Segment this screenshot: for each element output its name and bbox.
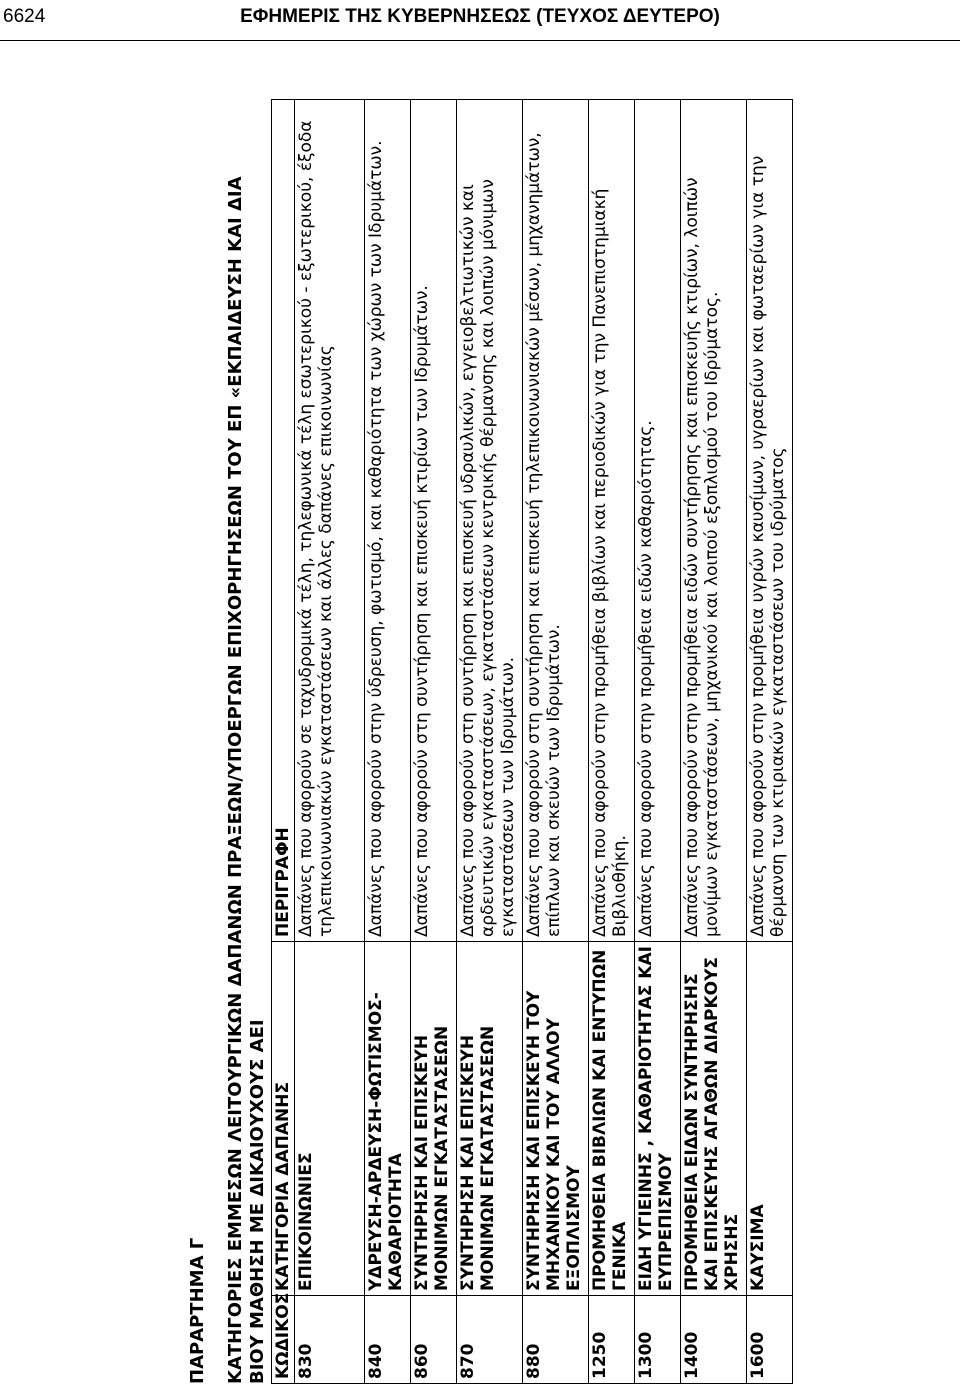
row-description: Δαπάνες που αφορούν στην ύδρευση, φωτισμό, και καθαριότητα των χώρων των Ιδρυμάτων. xyxy=(365,100,411,942)
table-row xyxy=(411,100,457,1384)
header-code: ΚΩΔΙΚΟΣ xyxy=(272,1296,295,1384)
row-description: Δαπάνες που αφορούν στην προμήθεια υγρών καυσίμων, υγραερίων και φωταερίων για την θέρμανση των κτιριακών εγκαταστάσεων του ιδρύματος xyxy=(747,100,793,942)
row-description: Δαπάνες που αφορούν στη συντήρηση και επισκευή τηλεπικοινωνιακών μέσων, μηχανημάτων, επίπλων και σκευών των Ιδρυμάτων. xyxy=(523,100,589,942)
row-code: 860 xyxy=(411,1296,457,1384)
row-code: 880 xyxy=(523,1296,589,1384)
row-description: Δαπάνες που αφορούν στη συντήρηση και επισκευή κτιρίων των Ιδρυμάτων. xyxy=(411,100,457,942)
table-header-row xyxy=(272,100,295,1384)
annex-title: ΚΑΤΗΓΟΡΙΕΣ ΕΜΜΕΣΩΝ ΛΕΙΤΟΥΡΓΙΚΩΝ ΔΑΠΑΝΩΝ ΠΡΑΞΕΩΝ/ΥΠΟΕΡΓΩΝ ΕΠΙΧΟΡΗΓΗΣΕΩΝ ΤΟΥ ΕΠ «ΕΚΠΑΙΔΕΥΣΗ ΚΑΙ ΔΙΑ ΒΙΟΥ ΜΑΘΗΣΗ ΜΕ ΔΙΚΑΙΟΥΧΟΥΣ ΑΕΙ xyxy=(225,176,268,1384)
row-code: 840 xyxy=(365,1296,411,1384)
row-category: ΚΑΥΣΙΜΑ xyxy=(747,942,793,1296)
row-category: ΕΠΙΚΟΙΝΩΝΙΕΣ xyxy=(295,942,365,1296)
table-row xyxy=(365,100,411,1384)
annex-heading: ΠΑΡΑΡΤΗΜΑ Γ xyxy=(187,1237,208,1384)
journal-title: ΕΦΗΜΕΡΙΣ ΤΗΣ ΚΥΒΕΡΝΗΣΕΩΣ (ΤΕΥΧΟΣ ΔΕΥΤΕΡΟ) xyxy=(240,6,720,27)
row-category: ΣΥΝΤΗΡΗΣΗ ΚΑΙ ΕΠΙΣΚΕΥΗ ΜΟΝΙΜΩΝ ΕΓΚΑΤΑΣΤΑΣΕΩΝ xyxy=(411,942,457,1296)
row-code: 1600 xyxy=(747,1296,793,1384)
row-description: Δαπάνες που αφορούν στην προμήθεια ειδών συντήρησης και επισκευής κτιρίων, λοιπών μονίμων εγκαταστάσεων, μηχανικού και λοιπού εξοπλισμού του Ιδρύματος. xyxy=(681,100,747,942)
table-row xyxy=(635,100,681,1384)
table-row xyxy=(457,100,523,1384)
row-code: 1250 xyxy=(589,1296,635,1384)
rotated-annex-content xyxy=(185,94,788,1384)
page-header xyxy=(0,0,960,41)
header-description: ΠΕΡΙΓΡΑΦΗ xyxy=(272,100,295,942)
table-row xyxy=(681,100,747,1384)
row-description: Δαπάνες που αφορούν στη συντήρηση και επισκευή υδραυλικών, εγγειοβελτιωτικών και αρδευτικών εγκαταστάσεων, εγκαταστάσεων κεντρικής θέρμανσης και λοιπών μόνιμων εγκαταστάσεων των Ιδρυμάτων. xyxy=(457,100,523,942)
row-category: ΕΙΔΗ ΥΓΙΕΙΝΗΣ , ΚΑΘΑΡΙΟΤΗΤΑΣ ΚΑΙ ΕΥΠΡΕΠΙΣΜΟΥ xyxy=(635,942,681,1296)
table-row xyxy=(295,100,365,1384)
row-category: ΣΥΝΤΗΡΗΣΗ ΚΑΙ ΕΠΙΣΚΕΥΗ ΜΟΝΙΜΩΝ ΕΓΚΑΤΑΣΤΑΣΕΩΝ xyxy=(457,942,523,1296)
page-number: 6624 xyxy=(3,6,46,27)
row-code: 830 xyxy=(295,1296,365,1384)
row-category: ΠΡΟΜΗΘΕΙΑ ΒΙΒΛΙΩΝ ΚΑΙ ΕΝΤΥΠΩΝ ΓΕΝΙΚΑ xyxy=(589,942,635,1296)
row-category: ΣΥΝΤΗΡΗΣΗ ΚΑΙ ΕΠΙΣΚΕΥΗ ΤΟΥ ΜΗΧΑΝΙΚΟΥ ΚΑΙ ΤΟΥ ΑΛΛΟΥ ΕΞΟΠΛΙΣΜΟΥ xyxy=(523,942,589,1296)
row-code: 870 xyxy=(457,1296,523,1384)
table-row xyxy=(523,100,589,1384)
row-category: ΠΡΟΜΗΘΕΙΑ ΕΙΔΩΝ ΣΥΝΤΗΡΗΣΗΣ ΚΑΙ ΕΠΙΣΚΕΥΗΣ ΑΓΑΘΩΝ ΔΙΑΡΚΟΥΣ ΧΡΗΣΗΣ xyxy=(681,942,747,1296)
table-row xyxy=(747,100,793,1384)
table-row xyxy=(589,100,635,1384)
row-category: ΥΔΡΕΥΣΗ-ΑΡΔΕΥΣΗ-ΦΩΤΙΣΜΟΣ-ΚΑΘΑΡΙΟΤΗΤΑ xyxy=(365,942,411,1296)
expense-categories-table xyxy=(271,99,793,1384)
row-description: Δαπάνες που αφορούν στην προμήθεια ειδών καθαριότητας. xyxy=(635,100,681,942)
row-description: Δαπάνες που αφορούν σε ταχυδρομικά τέλη, τηλεφωνικά τέλη εσωτερικού - εξωτερικού, έξοδα τηλεπικοινωνιακών εγκαταστάσεων και άλλες δαπάνες επικοινωνίας xyxy=(295,100,365,942)
row-code: 1300 xyxy=(635,1296,681,1384)
header-category: ΚΑΤΗΓΟΡΙΑ ΔΑΠΑΝΗΣ xyxy=(272,942,295,1296)
row-description: Δαπάνες που αφορούν στην προμήθεια βιβλίων και περιοδικών για την Πανεπιστημιακή Βιβλιοθήκη. xyxy=(589,100,635,942)
row-code: 1400 xyxy=(681,1296,747,1384)
